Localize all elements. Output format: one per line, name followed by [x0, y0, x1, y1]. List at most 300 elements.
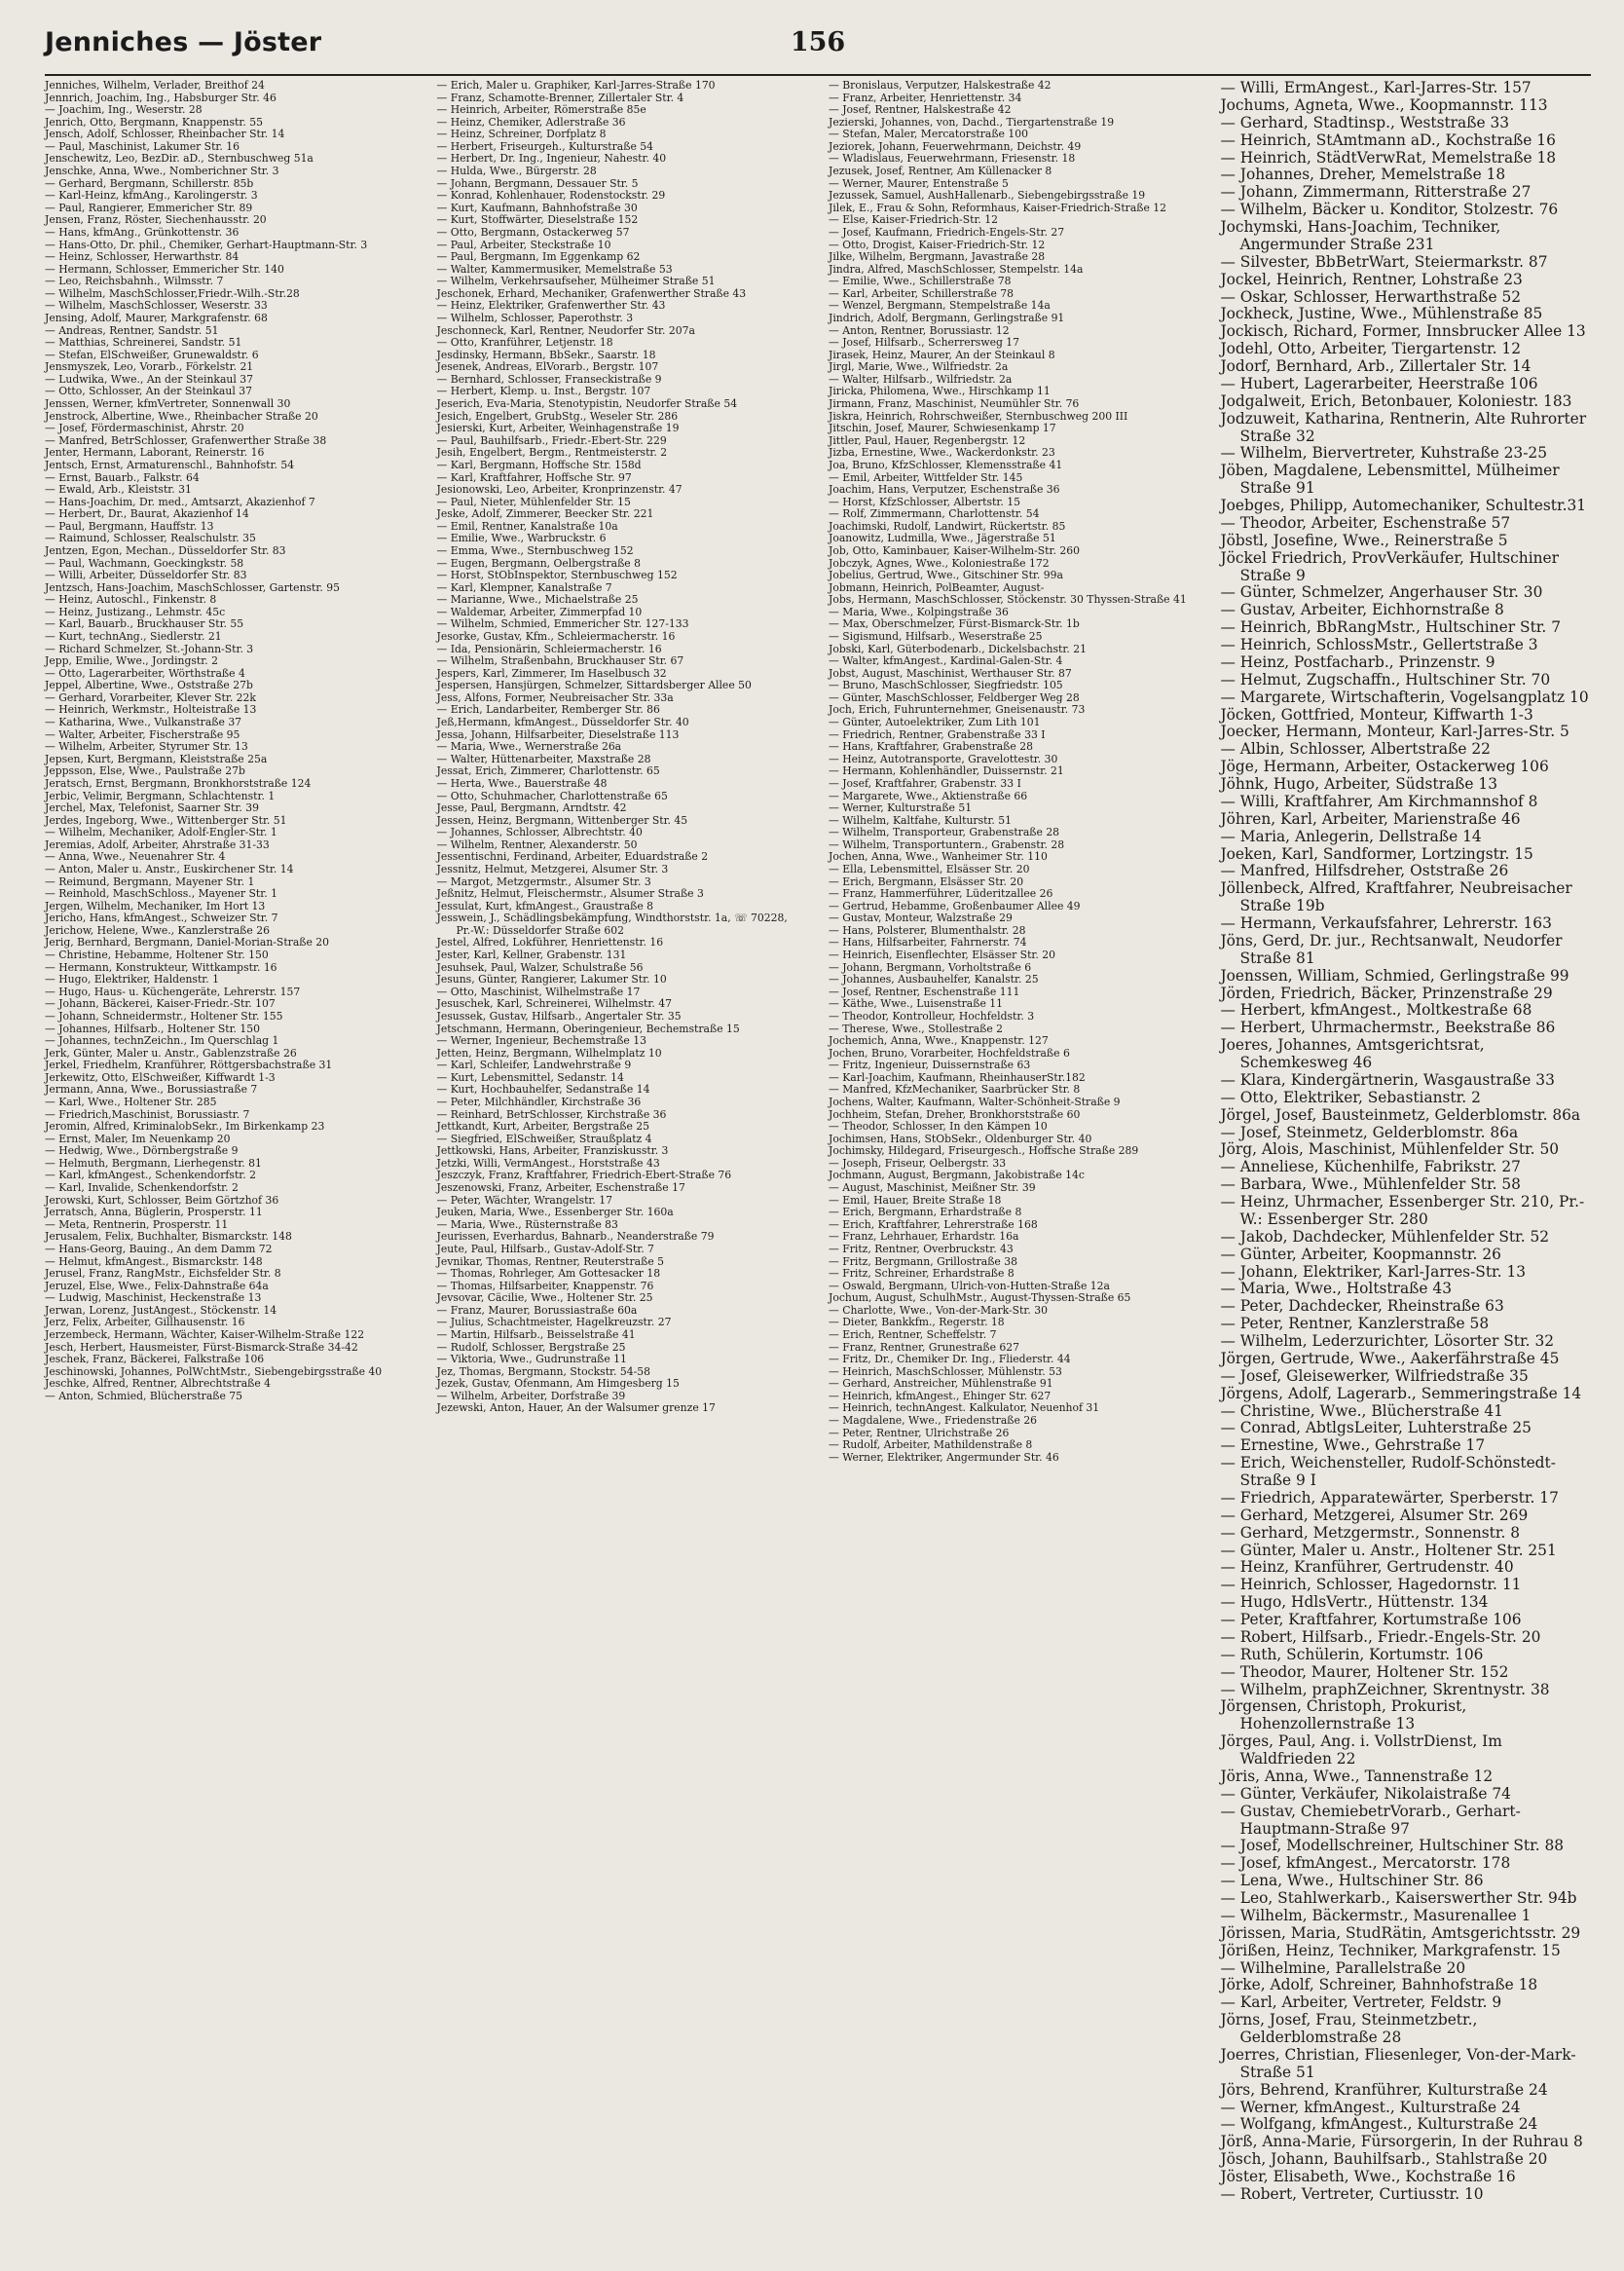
- directory-entry: — Fritz, Schreiner, Erhardstraße 8: [829, 1267, 1015, 1281]
- directory-entry: Jochmann, August, Bergmann, Jakobistraße 14c: [829, 1169, 1085, 1182]
- directory-entry: Jerowski, Kurt, Schlosser, Beim Görtzhof 36: [45, 1193, 279, 1207]
- directory-entry: Jirasek, Heinz, Maurer, An der Steinkaul 8: [829, 348, 1055, 361]
- directory-entry: Jochymski, Hans-Joachim, Techniker, Angermunder Straße 231: [1220, 218, 1501, 253]
- directory-entry: — Walter, Kammermusiker, Memelstraße 53: [436, 262, 673, 276]
- directory-entry: — Maria, Wwe., Holtstraße 43: [1220, 1280, 1453, 1298]
- directory-entry: — Peter, Milchhändler, Kirchstraße 36: [436, 1095, 642, 1108]
- directory-entry: — Eugen, Bergmann, Oelbergstraße 8: [436, 556, 641, 570]
- directory-entry: — Emilie, Wwe., Warbruckstr. 6: [436, 532, 607, 545]
- directory-entry: — Reinhard, BetrSchlosser, Kirchstraße 36: [436, 1107, 667, 1121]
- directory-entry: — Erich, Maler u. Graphiker, Karl-Jarres-Straße 170: [436, 79, 716, 92]
- directory-entry: — Werner, kfmAngest., Kulturstraße 24: [1220, 2098, 1521, 2116]
- directory-entry: Joecker, Hermann, Monteur, Karl-Jarres-Str. 5: [1220, 723, 1569, 741]
- directory-entry: Jetzki, Willi, VermAngest., Horststraße 43: [436, 1156, 660, 1170]
- directory-entry: Joenssen, William, Schmied, Gerlingstraße 99: [1220, 966, 1569, 985]
- directory-entry: — Wilhelm, Schlosser, Paperothstr. 3: [436, 311, 634, 324]
- directory-entry: — Emma, Wwe., Sternbuschweg 152: [436, 543, 634, 557]
- directory-entry: Jörißen, Heinz, Techniker, Markgrafenstr. 15: [1220, 1941, 1561, 1959]
- directory-entry: — Otto, Schuhmacher, Charlottenstraße 65: [436, 789, 668, 802]
- directory-entry: Jerdes, Ingeborg, Wwe., Wittenberger Str. 51: [45, 813, 287, 827]
- directory-entry: Jeurissen, Everhardus, Bahnarb., Neanderstraße 79: [436, 1230, 715, 1244]
- directory-entry: Jestel, Alfred, Lokführer, Henriettenstr. 16: [436, 936, 664, 949]
- directory-entry: — Christine, Hebamme, Holtener Str. 150: [45, 949, 269, 962]
- directory-entry: — August, Maschinist, Meißner Str. 39: [829, 1181, 1036, 1195]
- directory-entry: — Julius, Schachtmeister, Hagelkreuzstr. 27: [436, 1316, 672, 1329]
- directory-entry: Jester, Karl, Kellner, Grabenstr. 131: [436, 949, 627, 962]
- directory-entry: — Anton, Schmied, Blücherstraße 75: [45, 1389, 243, 1402]
- directory-entry: Jochen, Anna, Wwe., Wanheimer Str. 110: [829, 850, 1048, 864]
- directory-entry: Jettkandt, Kurt, Arbeiter, Bergstraße 25: [436, 1120, 650, 1134]
- directory-entry: — Walter, Arbeiter, Fischerstraße 95: [45, 727, 240, 741]
- directory-entry: — Wenzel, Bergmann, Stempelstraße 14a: [829, 299, 1051, 313]
- directory-entry: — Conrad, AbtlgsLeiter, Luhterstraße 25: [1220, 1419, 1532, 1437]
- directory-entry: — Johannes, technZeichn., Im Querschlag 1: [45, 1034, 279, 1048]
- directory-entry: Joa, Bruno, KfzSchlosser, Klemensstraße 41: [829, 458, 1063, 471]
- directory-entry: — Johann, Bäckerei, Kaiser-Friedr.-Str. 107: [45, 997, 276, 1011]
- directory-entry: — Magdalene, Wwe., Friedenstraße 26: [829, 1414, 1038, 1428]
- directory-entry: Jerkel, Friedhelm, Kranführer, Röttgersbachstraße 31: [45, 1059, 333, 1072]
- directory-entry: — Siegfried, ElSchweißer, Straußplatz 4: [436, 1132, 652, 1145]
- directory-entry: — Josef, Gleisewerker, Wilfriedstraße 35: [1220, 1366, 1529, 1385]
- directory-entry: Jez, Thomas, Bergmann, Stockstr. 54-58: [436, 1364, 651, 1378]
- directory-entry: — Heinrich, MaschSchlosser, Mühlenstr. 53: [829, 1364, 1062, 1378]
- column-1: [45, 80, 416, 2204]
- directory-entry: Jöns, Gerd, Dr. jur., Rechtsanwalt, Neudorfer Straße 81: [1220, 931, 1563, 967]
- directory-entry: Jennrich, Joachim, Ing., Habsburger Str. 46: [45, 91, 277, 104]
- directory-entry: Jörg, Alois, Maschinist, Mühlenfelder Str. 50: [1220, 1140, 1560, 1159]
- directory-entry: — Marianne, Wwe., Michaelstraße 25: [436, 593, 639, 607]
- directory-entry: — Gerhard, Metzgermstr., Sonnenstr. 8: [1220, 1523, 1521, 1542]
- directory-entry: Joebges, Philipp, Automechaniker, Schultestr.31: [1220, 497, 1587, 514]
- directory-entry: Jöcken, Gottfried, Monteur, Kiffwarth 1-3: [1220, 705, 1533, 724]
- directory-entry: — Johann, Bergmann, Vorholtstraße 6: [829, 960, 1032, 974]
- directory-entry: — Gerhard, Vorarbeiter, Klever Str. 22k: [45, 690, 256, 704]
- directory-entry: Jerzembeck, Hermann, Wächter, Kaiser-Wilhelm-Straße 122: [45, 1327, 365, 1341]
- directory-entry: — Thomas, Rohrleger, Am Gottesacker 18: [436, 1267, 661, 1281]
- directory-entry: — Ludwig, Maschinist, Heckenstraße 13: [45, 1291, 262, 1305]
- directory-entry: — Heinz, Elektriker, Grafenwerther Str. 43: [436, 299, 666, 313]
- directory-entry: — Günter, Schmelzer, Angerhauser Str. 30: [1220, 583, 1543, 602]
- directory-entry: — Fritz, Dr., Chemiker Dr. Ing., Fliederstr. 44: [829, 1353, 1071, 1366]
- directory-entry: Jensing, Adolf, Maurer, Markgrafenstr. 68: [45, 311, 268, 324]
- directory-entry: Jeske, Adolf, Zimmerer, Beecker Str. 221: [436, 507, 654, 521]
- directory-entry: — Bruno, MaschSchlosser, Siegfriedstr. 105: [829, 679, 1063, 692]
- directory-entry: — Heinz, Uhrmacher, Essenberger Str. 210, Pr.-W.: Essenberger Str. 280: [1220, 1193, 1585, 1228]
- columns: [45, 80, 1591, 2204]
- directory-entry: — Konrad, Kohlenhauer, Rodenstockstr. 29: [436, 189, 666, 203]
- directory-entry: — Herbert, Uhrmachermstr., Beekstraße 86: [1220, 1019, 1556, 1037]
- directory-entry: — Anna, Wwe., Neuenahrer Str. 4: [45, 850, 226, 864]
- directory-entry: Jenter, Hermann, Laborant, Reinerstr. 16: [45, 446, 265, 460]
- directory-entry: — Paul, Rangierer, Emmericher Str. 89: [45, 201, 253, 214]
- directory-entry: Jettkowski, Hans, Arbeiter, Franziskusstr. 3: [436, 1144, 669, 1158]
- directory-entry: — Heinz, Autotransporte, Gravelottestr. 30: [829, 752, 1058, 765]
- directory-entry: — Wilhelm, MaschSchlosser, Weserstr. 33: [45, 299, 268, 313]
- directory-entry: Jenschke, Anna, Wwe., Nomberichner Str. 3: [45, 165, 279, 178]
- directory-entry: — Meta, Rentnerin, Prosperstr. 11: [45, 1217, 229, 1231]
- directory-entry: Jezussek, Samuel, AushHallenarb., Siebengebirgsstraße 19: [829, 189, 1146, 203]
- directory-entry: — Karl, Schleifer, Landwehrstraße 9: [436, 1059, 632, 1072]
- directory-entry: Jessnitz, Helmut, Metzgerei, Alsumer Str. 3: [436, 863, 669, 875]
- header-rule: [45, 74, 1591, 76]
- directory-entry: Jensch, Adolf, Schlosser, Rheinbacher Str. 14: [45, 128, 285, 141]
- directory-entry: — Hans, Hilfsarbeiter, Fahrnerstr. 74: [829, 936, 1027, 949]
- directory-entry: — Johannes, Schlosser, Albrechtstr. 40: [436, 826, 643, 839]
- directory-entry: — Thomas, Hilfsarbeiter, Knappenstr. 76: [436, 1279, 654, 1292]
- directory-entry: Jindrich, Adolf, Bergmann, Gerlingstraße 91: [829, 311, 1065, 324]
- directory-entry: Jevnikar, Thomas, Rentner, Reuterstraße 5: [436, 1254, 665, 1268]
- directory-entry: Jeziorek, Johann, Feuerwehrmann, Deichstr. 49: [829, 139, 1082, 153]
- directory-entry: Jörs, Behrend, Kranführer, Kulturstraße 24: [1220, 2080, 1548, 2099]
- directory-entry: — Kurt, Hochbauhelfer, Sedanstraße 14: [436, 1083, 650, 1097]
- directory-entry: — Ernestine, Wwe., Gehrstraße 17: [1220, 1436, 1486, 1455]
- directory-entry: — Franz, Maurer, Borussiastraße 60a: [436, 1303, 638, 1317]
- directory-entry: — Lena, Wwe., Hultschiner Str. 86: [1220, 1872, 1484, 1890]
- directory-entry: Jessa, Johann, Hilfsarbeiter, Dieselstraße 113: [436, 727, 680, 741]
- directory-entry: — Karl, kfmAngest., Schenkendorfstr. 2: [45, 1169, 256, 1182]
- directory-entry: — Robert, Vertreter, Curtiusstr. 10: [1220, 2184, 1484, 2203]
- directory-entry: Jirgl, Marie, Wwe., Wilfriedstr. 2a: [829, 360, 1009, 374]
- directory-entry: — Theodor, Arbeiter, Eschenstraße 57: [1220, 513, 1511, 532]
- directory-entry: Jörissen, Maria, StudRätin, Amtsgerichtsstr. 29: [1220, 1923, 1581, 1942]
- directory-entry: — Josef, Modellschreiner, Hultschiner Str. 88: [1220, 1837, 1565, 1855]
- directory-entry: — Paul, Bergmann, Hauffstr. 13: [45, 519, 214, 533]
- directory-entry: — Kurt, technAng., Siedlerstr. 21: [45, 630, 222, 644]
- directory-entry: — Gerhard, Metzgerei, Alsumer Str. 269: [1220, 1506, 1529, 1524]
- directory-entry: Jöckel Friedrich, ProvVerkäufer, Hultschiner Straße 9: [1220, 548, 1559, 584]
- directory-entry: — Josef, Kraftfahrer, Grabenstr. 33 I: [829, 776, 1021, 790]
- page-header: [45, 23, 1591, 66]
- directory-entry: Jöllenbeck, Alfred, Kraftfahrer, Neubreisacher Straße 19b: [1220, 879, 1572, 915]
- directory-entry: Jevsovar, Cäcilie, Wwe., Holtener Str. 25: [436, 1291, 653, 1305]
- directory-entry: — Herta, Wwe., Bauerstraße 48: [436, 776, 608, 790]
- directory-entry: Jeute, Paul, Hilfsarb., Gustav-Adolf-Str. 7: [436, 1242, 654, 1255]
- directory-entry: — Walter, kfmAngest., Kardinal-Galen-Str. 4: [829, 654, 1063, 668]
- directory-entry: Jesdinsky, Hermann, BbSekr., Saarstr. 18: [436, 348, 656, 361]
- directory-entry: Jentsch, Ernst, Armaturenschl., Bahnhofstr. 54: [45, 458, 295, 471]
- directory-entry: — Karl, Kraftfahrer, Hoffsche Str. 97: [436, 470, 632, 484]
- directory-entry: — Günter, Verkäufer, Nikolaistraße 74: [1220, 1784, 1511, 1803]
- directory-entry: Jilke, Wilhelm, Bergmann, Javastraße 28: [829, 250, 1046, 264]
- directory-entry: — Wilhelm, Straßenbahn, Bruckhauser Str. 67: [436, 654, 684, 668]
- directory-entry: — Reinhold, MaschSchloss., Mayener Str. 1: [45, 887, 277, 901]
- directory-entry: — Paul, Nieter, Mühlenfelder Str. 15: [436, 495, 631, 508]
- directory-entry: Jentzen, Egon, Mechan., Düsseldorfer Str. 83: [45, 543, 286, 557]
- directory-entry: — Werner, Maurer, Entenstraße 5: [829, 176, 1009, 190]
- directory-entry: — Johann, Elektriker, Karl-Jarres-Str. 13: [1220, 1262, 1527, 1281]
- directory-entry: — Wilhelm, Transportuntern., Grabenstr. 28: [829, 838, 1065, 851]
- directory-entry: — Kurt, Kaufmann, Bahnhofstraße 30: [436, 201, 638, 214]
- directory-entry: Jockheck, Justine, Wwe., Mühlenstraße 85: [1220, 305, 1543, 323]
- directory-entry: Jenschewitz, Leo, BezDir. aD., Sternbuschweg 51a: [45, 152, 314, 166]
- directory-entry: Joanowitz, Ludmilla, Wwe., Jägerstraße 51: [829, 532, 1056, 545]
- directory-entry: Jenrich, Otto, Bergmann, Knappenstr. 55: [45, 115, 263, 129]
- directory-entry: — Herbert, Friseurgeh., Kulturstraße 54: [436, 139, 654, 153]
- directory-entry: — Horst, StObInspektor, Sternbuschweg 152: [436, 569, 678, 582]
- directory-entry: — Oswald, Bergmann, Ulrich-von-Hutten-Straße 12a: [829, 1279, 1110, 1292]
- directory-entry: — Jakob, Dachdecker, Mühlenfelder Str. 52: [1220, 1227, 1550, 1246]
- directory-entry: Jessen, Heinz, Bergmann, Wittenberger Str. 45: [436, 813, 688, 827]
- directory-entry: — Fritz, Rentner, Overbruckstr. 43: [829, 1242, 1014, 1255]
- directory-entry: — Rudolf, Arbeiter, Mathildenstraße 8: [829, 1438, 1033, 1452]
- directory-entry: — Heinz, Chemiker, Adlerstraße 36: [436, 115, 626, 129]
- directory-entry: Jöge, Hermann, Arbeiter, Ostackerweg 106: [1220, 758, 1549, 776]
- directory-entry: Jepp, Emilie, Wwe., Jordingstr. 2: [45, 654, 218, 668]
- directory-entry: Jessulat, Kurt, kfmAngest., Graustraße 8: [436, 899, 654, 912]
- directory-entry: Jochemich, Anna, Wwe., Knappenstr. 127: [829, 1034, 1049, 1048]
- directory-entry: — Hermann, Kohlenhändler, Duissernstr. 21: [829, 764, 1064, 778]
- directory-entry: — Hans-Otto, Dr. phil., Chemiker, Gerhart-Hauptmann-Str. 3: [45, 238, 368, 251]
- directory-entry: — Silvester, BbBetrWart, Steiermarkstr. 87: [1220, 252, 1548, 271]
- directory-entry: — Matthias, Schreinerei, Sandstr. 51: [45, 336, 242, 350]
- directory-entry: Jesorke, Gustav, Kfm., Schleiermacherstr. 16: [436, 630, 676, 644]
- directory-entry: — Herbert, kfmAngest., Moltkestraße 68: [1220, 1001, 1532, 1020]
- directory-entry: Jesenek, Andreas, ElVorarb., Bergstr. 107: [436, 360, 659, 374]
- directory-entry: Joerres, Christian, Fliesenleger, Von-der-Mark-Straße 51: [1220, 2045, 1576, 2081]
- directory-entry: — Heinz, Justizang., Lehmstr. 45c: [45, 605, 226, 618]
- directory-entry: Jess, Alfons, Former, Neubreisacher Str. 33a: [436, 690, 674, 704]
- directory-entry: Jobmann, Heinrich, PolBeamter, August-: [829, 580, 1045, 594]
- directory-entry: — Josef, Fördermaschinist, Ahrstr. 20: [45, 422, 244, 435]
- directory-entry: Jöhren, Karl, Arbeiter, Marienstraße 46: [1220, 809, 1521, 828]
- directory-entry: Jerz, Felix, Arbeiter, Gillhausenstr. 16: [45, 1316, 245, 1329]
- directory-entry: — Karl, Bauarb., Bruckhauser Str. 55: [45, 617, 244, 631]
- directory-entry: Jiricka, Philomena, Wwe., Hirschkamp 11: [829, 385, 1051, 398]
- directory-entry: — Wilhelm, Mechaniker, Adolf-Engler-Str. 1: [45, 826, 277, 839]
- directory-entry: Jodorf, Bernhard, Arb., Zillertaler Str. 14: [1220, 357, 1532, 375]
- directory-entry: — Viktoria, Wwe., Gudrunstraße 11: [436, 1353, 627, 1366]
- directory-entry: — Christine, Wwe., Blücherstraße 41: [1220, 1401, 1503, 1420]
- directory-entry: — Heinz, Schlosser, Herwarthstr. 84: [45, 250, 240, 264]
- directory-entry: Jochimsen, Hans, StObSekr., Oldenburger Str. 40: [829, 1132, 1092, 1145]
- directory-entry: — Hans, kfmAng., Grünkottenstr. 36: [45, 225, 240, 239]
- directory-entry: — Günter, Arbeiter, Koopmannstr. 26: [1220, 1245, 1501, 1263]
- directory-entry: Joeres, Johannes, Amtsgerichtsrat, Schemkesweg 46: [1220, 1036, 1485, 1071]
- directory-entry: — Franz, Arbeiter, Henriettenstr. 34: [829, 91, 1022, 104]
- directory-entry: Jindra, Alfred, MaschSchlosser, Stempelstr. 14a: [829, 262, 1084, 276]
- directory-entry: — Wilhelm, MaschSchlosser,Friedr.-Wilh.-Str.28: [45, 286, 300, 300]
- directory-entry: — Richard Schmelzer, St.-Johann-Str. 3: [45, 642, 254, 655]
- directory-entry: — Herbert, Dr. Ing., Ingenieur, Nahestr. 40: [436, 152, 667, 166]
- directory-entry: Jittler, Paul, Hauer, Regenbergstr. 12: [829, 433, 1026, 447]
- directory-entry: — Hedwig, Wwe., Dörnbergstraße 9: [45, 1144, 239, 1158]
- directory-entry: — Herbert, Klemp. u. Inst., Bergstr. 107: [436, 385, 651, 398]
- directory-entry: — Erich, Rentner, Scheffelstr. 7: [829, 1327, 997, 1341]
- directory-entry: — Helmut, kfmAngest., Bismarckstr. 148: [45, 1254, 263, 1268]
- directory-entry: Jesierski, Kurt, Arbeiter, Weinhagenstraße 19: [436, 422, 680, 435]
- directory-entry: — Maria, Wwe., Wernerstraße 26a: [436, 740, 622, 754]
- directory-entry: — Manfred, Hilfsdreher, Oststraße 26: [1220, 862, 1509, 880]
- directory-entry: Jeserich, Eva-Maria, Stenotypistin, Neudorfer Straße 54: [436, 397, 738, 411]
- directory-entry: — Otto, Bergmann, Ostackerweg 57: [436, 225, 630, 239]
- directory-entry: — Heinrich, technAngest. Kalkulator, Neuenhof 31: [829, 1401, 1100, 1415]
- directory-entry: Jezek, Gustav, Ofenmann, Am Himgesberg 15: [436, 1377, 680, 1391]
- directory-entry: — Paul, Arbeiter, Steckstraße 10: [436, 238, 611, 251]
- directory-entry: — Paul, Maschinist, Lakumer Str. 16: [45, 139, 240, 153]
- directory-entry: Jitschin, Josef, Maurer, Schwiesenkamp 17: [829, 422, 1056, 435]
- directory-entry: — Emil, Hauer, Breite Straße 18: [829, 1193, 1002, 1207]
- directory-entry: Jodzuweit, Katharina, Rentnerin, Alte Ruhrorter Straße 32: [1220, 409, 1587, 445]
- directory-entry: — Wilhelm, Bäcker u. Konditor, Stolzestr. 76: [1220, 201, 1559, 219]
- directory-entry: Jerwan, Lorenz, JustAngest., Stöckenstr. 14: [45, 1303, 277, 1317]
- page-number: 156: [790, 27, 846, 57]
- directory-entry: — Kurt, Lebensmittel, Sedanstr. 14: [436, 1070, 624, 1084]
- directory-entry: Jobczyk, Agnes, Wwe., Koloniestraße 172: [829, 556, 1050, 570]
- directory-entry: Jerbic, Velimir, Bergmann, Schlachtenstr. 1: [45, 789, 276, 802]
- directory-entry: — Wladislaus, Feuerwehrmann, Friesenstr. 18: [829, 152, 1076, 166]
- directory-entry: Jetten, Heinz, Bergmann, Wilhelmplatz 10: [436, 1046, 662, 1060]
- directory-entry: — Heinrich, Eisenflechter, Elsässer Str. 20: [829, 949, 1055, 962]
- directory-entry: Joeken, Karl, Sandformer, Lortzingstr. 15: [1220, 844, 1533, 863]
- directory-entry: Jerusalem, Felix, Buchhalter, Bismarckstr. 148: [45, 1230, 292, 1244]
- directory-entry: — Wilhelm, Rentner, Alexanderstr. 50: [436, 838, 638, 851]
- directory-entry: Jesuns, Günter, Rangierer, Lakumer Str. 10: [436, 973, 667, 987]
- directory-entry: — Heinrich, StAmtmann aD., Kochstraße 16: [1220, 130, 1556, 149]
- directory-entry: Jöbstl, Josefine, Wwe., Reinerstraße 5: [1220, 531, 1508, 549]
- directory-entry: Jerkewitz, Otto, ElSchweißer, Kiffwardt 1-3: [45, 1070, 276, 1084]
- directory-entry: — Wilhelm, Schmied, Emmericher Str. 127-133: [436, 617, 689, 631]
- directory-entry: — Sigismund, Hilfsarb., Weserstraße 25: [829, 630, 1043, 644]
- directory-entry: — Leo, Reichsbahnh., Wilmsstr. 7: [45, 275, 224, 288]
- directory-entry: — Theodor, Maurer, Holtener Str. 152: [1220, 1662, 1509, 1681]
- directory-entry: Jespers, Karl, Zimmerer, Im Haselbusch 32: [436, 666, 667, 680]
- directory-entry: — Günter, MaschSchlosser, Feldberger Weg 28: [829, 690, 1080, 704]
- directory-entry: — Heinrich, Schlosser, Hagedornstr. 11: [1220, 1576, 1522, 1594]
- directory-entry: — Hans-Joachim, Dr. med., Amtsarzt, Akazienhof 7: [45, 495, 315, 508]
- directory-entry: — Gerhard, Bergmann, Schillerstr. 85b: [45, 176, 254, 190]
- directory-entry: — Johannes, Dreher, Memelstraße 18: [1220, 166, 1506, 184]
- directory-entry: — Gustav, ChemiebetrVorarb., Gerhart-Hauptmann-Straße 97: [1220, 1802, 1521, 1838]
- directory-entry: — Hermann, Konstrukteur, Wittkampstr. 16: [45, 960, 277, 974]
- directory-entry: — Heinrich, BbRangMstr., Hultschiner Str. 7: [1220, 618, 1562, 637]
- directory-entry: — Waldemar, Arbeiter, Zimmerpfad 10: [436, 605, 643, 618]
- directory-entry: — Theodor, Schlosser, In den Kämpen 10: [829, 1120, 1048, 1134]
- directory-entry: Joch, Erich, Fuhrunternehmer, Gneisenaustr. 73: [829, 703, 1086, 717]
- directory-entry: Jodgalweit, Erich, Betonbauer, Koloniestr. 183: [1220, 391, 1572, 410]
- column-3: [829, 80, 1200, 2204]
- directory-entry: Jochum, August, SchulhMstr., August-Thyssen-Straße 65: [829, 1291, 1131, 1305]
- directory-entry: Jobski, Karl, Güterbodenarb., Dickelsbachstr. 21: [829, 642, 1087, 655]
- directory-entry: — Günter, Maler u. Anstr., Holtener Str. 251: [1220, 1541, 1557, 1559]
- directory-entry: Jobelius, Gertrud, Wwe., Gitschiner Str. 99a: [829, 569, 1063, 582]
- directory-entry: — Otto, Drogist, Kaiser-Friedrich-Str. 12: [829, 238, 1046, 251]
- directory-entry: Jespersen, Hansjürgen, Schmelzer, Sittardsberger Allee 50: [436, 679, 752, 692]
- directory-entry: — Johann, Zimmermann, Ritterstraße 27: [1220, 183, 1532, 202]
- directory-entry: Jizba, Ernestine, Wwe., Wackerdonkstr. 23: [829, 446, 1055, 460]
- column-2: [437, 80, 808, 2204]
- directory-entry: — Reimund, Bergmann, Mayener Str. 1: [45, 875, 255, 888]
- directory-entry: Jesch, Herbert, Hausmeister, Fürst-Bismarck-Straße 34-42: [45, 1340, 358, 1354]
- directory-entry: — Heinz, Kranführer, Gertrudenstr. 40: [1220, 1558, 1514, 1577]
- directory-entry: Jeppel, Albertine, Wwe., Oststraße 27b: [45, 679, 253, 692]
- directory-entry: Jerusel, Franz, RangMstr., Eichsfelder Str. 8: [45, 1267, 281, 1281]
- directory-entry: — Friedrich,Maschinist, Borussiastr. 7: [45, 1107, 250, 1121]
- directory-entry: — Peter, Wächter, Wrangelstr. 17: [436, 1193, 613, 1207]
- directory-entry: — Heinrich, StädtVerwRat, Memelstraße 18: [1220, 148, 1557, 167]
- directory-entry: — Erich, Bergmann, Elsässer Str. 20: [829, 875, 1024, 888]
- directory-entry: — Bronislaus, Verputzer, Halskestraße 42: [829, 79, 1052, 92]
- directory-entry: Jenssen, Werner, kfmVertreter, Sonnenwall 30: [45, 397, 291, 411]
- directory-entry: Jochen, Bruno, Vorarbeiter, Hochfeldstraße 6: [829, 1046, 1070, 1060]
- directory-entry: Jerratsch, Anna, Büglerin, Prosperstr. 11: [45, 1206, 263, 1219]
- directory-entry: — Joseph, Friseur, Oelbergstr. 33: [829, 1156, 1007, 1170]
- directory-entry: — Heinz, Schreiner, Dorfplatz 8: [436, 128, 607, 141]
- directory-entry: — Margarete, Wwe., Aktienstraße 66: [829, 789, 1028, 802]
- directory-entry: Jöhnk, Hugo, Arbeiter, Südstraße 13: [1220, 775, 1497, 793]
- directory-entry: — Gerhard, Anstreicher, Mühlenstraße 91: [829, 1377, 1053, 1391]
- directory-entry: — Walter, Hüttenarbeiter, Maxstraße 28: [436, 752, 651, 765]
- directory-entry: — Hans, Polsterer, Blumenthalstr. 28: [829, 923, 1026, 937]
- directory-entry: — Erich, Kraftfahrer, Lehrerstraße 168: [829, 1217, 1038, 1231]
- directory-entry: — Walter, Hilfsarb., Wilfriedstr. 2a: [829, 372, 1013, 386]
- directory-entry: Jezierski, Johannes, von, Dachd., Tiergartenstraße 19: [829, 115, 1115, 129]
- directory-entry: Jochens, Walter, Kaufmann, Walter-Schönheit-Straße 9: [829, 1095, 1121, 1108]
- directory-entry: Jensmyszek, Leo, Vorarb., Förkelstr. 21: [45, 360, 254, 374]
- directory-entry: — Johann, Schneidermstr., Holtener Str. 155: [45, 1009, 283, 1023]
- directory-entry: — Franz, Schamotte-Brenner, Zillertaler Str. 4: [436, 91, 684, 104]
- directory-entry: — Else, Kaiser-Friedrich-Str. 12: [829, 213, 999, 227]
- directory-entry: — Hans, Kraftfahrer, Grabenstraße 28: [829, 740, 1033, 754]
- directory-entry: — Hugo, Elektriker, Haldenstr. 1: [45, 973, 220, 987]
- directory-entry: Jetschmann, Hermann, Oberingenieur, Bechemstraße 15: [436, 1022, 740, 1035]
- directory-entry: — Ernst, Bauarb., Falkstr. 64: [45, 470, 200, 484]
- directory-entry: Jochheim, Stefan, Dreher, Bronkhorststraße 60: [829, 1107, 1081, 1121]
- directory-entry: Jeschke, Alfred, Rentner, Albrechtstraße 4: [45, 1377, 272, 1391]
- directory-entry: — Maria, Anlegerin, Dellstraße 14: [1220, 827, 1482, 845]
- directory-entry: — Paul, Bauhilfsarb., Friedr.-Ebert-Str. 229: [436, 433, 667, 447]
- directory-entry: — Ernst, Maler, Im Neuenkamp 20: [45, 1132, 231, 1145]
- directory-entry: Jenstrock, Albertine, Wwe., Rheinbacher Straße 20: [45, 409, 318, 423]
- directory-entry: — Oskar, Schlosser, Herwarthstraße 52: [1220, 287, 1522, 306]
- directory-entry: Jeschek, Franz, Bäckerei, Falkstraße 106: [45, 1353, 265, 1366]
- directory-entry: — Robert, Hilfsarb., Friedr.-Engels-Str. 20: [1220, 1627, 1541, 1646]
- directory-entry: — Karl, Arbeiter, Schillerstraße 78: [829, 286, 1015, 300]
- directory-entry: — Otto, Schlosser, An der Steinkaul 37: [45, 385, 252, 398]
- directory-entry: — Emilie, Wwe., Schillerstraße 78: [829, 275, 1012, 288]
- directory-entry: — Friedrich, Apparatewärter, Sperberstr. 17: [1220, 1488, 1559, 1507]
- directory-entry: — Albin, Schlosser, Albertstraße 22: [1220, 740, 1491, 759]
- directory-entry: — Josef, Rentner, Eschenstraße 111: [829, 985, 1020, 998]
- directory-entry: — Otto, Maschinist, Wilhelmstraße 17: [436, 985, 641, 998]
- directory-entry: — Joachim, Ing., Weserstr. 28: [45, 103, 203, 117]
- directory-entry: — Karl, Bergmann, Hoffsche Str. 158d: [436, 458, 642, 471]
- directory-entry: — Erich, Weichensteller, Rudolf-Schönstedt-Straße 9 I: [1220, 1454, 1556, 1489]
- directory-entry: Jesse, Paul, Bergmann, Arndtstr. 42: [436, 801, 627, 815]
- directory-entry: Jericho, Hans, kfmAngest., Schweizer Str. 7: [45, 912, 278, 925]
- directory-entry: — Josef, Rentner, Halskestraße 42: [829, 103, 1012, 117]
- directory-entry: — Hermann, Schlosser, Emmericher Str. 140: [45, 262, 284, 276]
- directory-entry: Jentzsch, Hans-Joachim, MaschSchlosser, Gartenstr. 95: [45, 580, 340, 594]
- directory-entry: — Josef, Kaufmann, Friedrich-Engels-Str. 27: [829, 225, 1065, 239]
- directory-entry: Jeratsch, Ernst, Bergmann, Bronkhorststraße 124: [45, 776, 312, 790]
- directory-entry: — Gertrud, Hebamme, Großenbaumer Allee 49: [829, 899, 1081, 912]
- directory-entry: — Heinrich, SchlossMstr., Gellertstraße 3: [1220, 636, 1538, 653]
- directory-entry: — Otto, Elektriker, Sebastianstr. 2: [1220, 1088, 1481, 1106]
- directory-entry: — Otto, Kranführer, Letjenstr. 18: [436, 336, 613, 350]
- directory-entry: Jesuschek, Karl, Schreinerei, Wilhelmstr. 47: [436, 997, 672, 1011]
- directory-entry: — Wilhelm, Transporteur, Grabenstraße 28: [829, 826, 1060, 839]
- directory-entry: Jeschinowski, Johannes, PolWchtMstr., Siebengebirgsstraße 40: [45, 1364, 383, 1378]
- directory-entry: — Bernhard, Schlosser, Franseckistraße 9: [436, 372, 662, 386]
- directory-entry: — Johannes, Hilfsarb., Holtener Str. 150: [45, 1022, 261, 1035]
- directory-entry: — Charlotte, Wwe., Von-der-Mark-Str. 30: [829, 1303, 1048, 1317]
- directory-entry: — Maria, Wwe., Kolpingstraße 36: [829, 605, 1009, 618]
- directory-entry: Jochums, Agneta, Wwe., Koopmannstr. 113: [1220, 95, 1548, 114]
- directory-entry: — Horst, KfzSchlosser, Albertstr. 15: [829, 495, 1020, 508]
- directory-entry: — Gustav, Arbeiter, Eichhornstraße 8: [1220, 601, 1504, 619]
- directory-entry: — Maria, Wwe., Rüsternstraße 83: [436, 1217, 618, 1231]
- directory-entry: Jessentischni, Ferdinand, Arbeiter, Eduardstraße 2: [436, 850, 709, 864]
